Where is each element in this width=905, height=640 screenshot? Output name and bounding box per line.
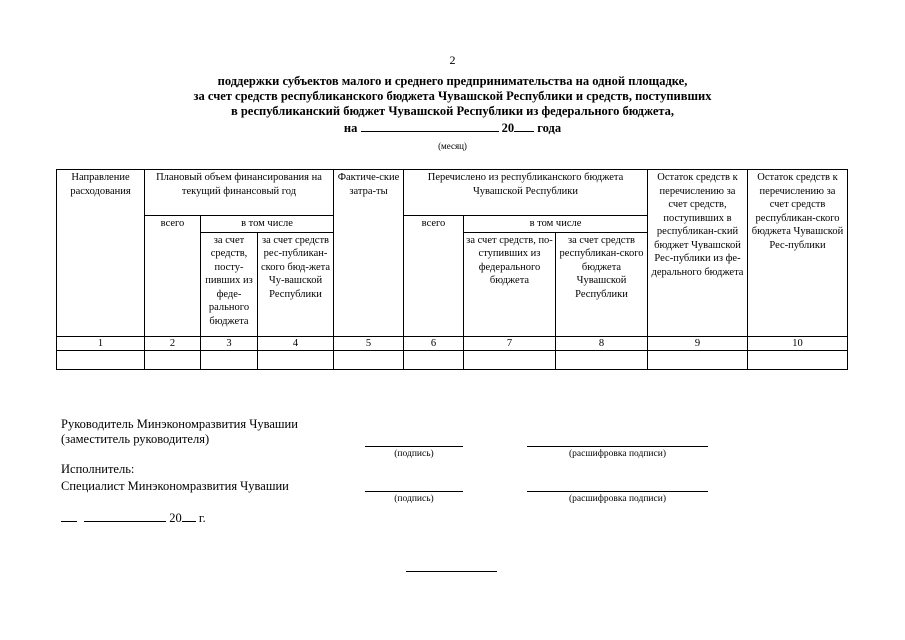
table-cell[interactable] (57, 350, 145, 369)
finance-table (56, 169, 848, 370)
signature-caption: (подпись) (394, 494, 434, 504)
month-blank (361, 120, 499, 132)
header-remainder-republic: Остаток средств к перечислению за счет средств республикан-ского бюджета Чувашской Рес-публики (748, 170, 848, 337)
decode-caption: (расшифровка подписи) (569, 494, 666, 504)
executor-label: Исполнитель: (61, 462, 135, 476)
table-cell[interactable] (258, 350, 334, 369)
decode-line (527, 491, 708, 492)
heading-line-4 (0, 120, 905, 136)
month-blank (84, 510, 166, 522)
header-republic-planned: за счет средств рес-публикан-ского бюд-жета Чу-вашской Республики (258, 232, 334, 336)
heading-year-prefix: 20 (501, 121, 515, 135)
header-total-planned: всего (145, 216, 201, 337)
head-deputy: (заместитель руководителя) (61, 432, 210, 446)
header-federal-planned: за счет средств, посту-пивших из феде-рального бюджета (201, 232, 258, 336)
column-number: 1 (57, 336, 145, 350)
column-number: 7 (464, 336, 556, 350)
column-number: 5 (334, 336, 404, 350)
day-blank (61, 510, 77, 522)
header-planned: Плановый объем финансирования на текущий финансовый год (145, 170, 334, 216)
decode-caption: (расшифровка подписи) (569, 449, 666, 459)
header-actual: Фактиче-ские затра-ты (334, 170, 404, 337)
column-number: 3 (201, 336, 258, 350)
table-cell[interactable] (556, 350, 648, 369)
signature-line (365, 491, 463, 492)
signature-caption: (подпись) (394, 449, 434, 459)
year-blank (514, 120, 534, 132)
table-cell[interactable] (648, 350, 748, 369)
executor-title: Специалист Минэкономразвития Чувашии (61, 479, 289, 493)
header-federal-transferred: за счет средств, по-ступивших из федерального бюджета (464, 232, 556, 336)
header-transferred: Перечислено из республиканского бюджета Чувашской Республики (404, 170, 648, 216)
heading-line-2: за счет средств республиканского бюджета Чувашской Республики и средств, поступивших (193, 89, 712, 103)
header-total-transferred: всего (404, 216, 464, 337)
date-year-prefix: 20 (169, 511, 182, 525)
heading-on-word: на (343, 121, 358, 135)
table-cell[interactable] (334, 350, 404, 369)
head-title: Руководитель Минэкономразвития Чувашии (61, 417, 298, 431)
heading-line-1: поддержки субъектов малого и среднего предпринимательства на одной площадке, (217, 74, 688, 88)
page-number: 2 (449, 53, 456, 67)
table-cell[interactable] (201, 350, 258, 369)
column-number: 6 (404, 336, 464, 350)
header-including-transferred: в том числе (464, 216, 648, 233)
month-caption: (месяц) (438, 141, 467, 151)
column-number: 10 (748, 336, 848, 350)
table-cell[interactable] (404, 350, 464, 369)
footer-divider (406, 571, 497, 572)
year-blank (182, 510, 196, 522)
date-line (61, 510, 206, 526)
column-number: 2 (145, 336, 201, 350)
date-year-suffix: г. (198, 511, 206, 525)
column-number: 4 (258, 336, 334, 350)
decode-line (527, 446, 708, 447)
column-number: 9 (648, 336, 748, 350)
heading-line-3: в республиканский бюджет Чувашской Республики из федерального бюджета, (230, 104, 675, 118)
header-direction: Направление расходования (57, 170, 145, 337)
header-including-planned: в том числе (201, 216, 334, 233)
header-republic-transferred: за счет средств республикан-ского бюджета Чувашской Республики (556, 232, 648, 336)
table-cell[interactable] (145, 350, 201, 369)
column-number: 8 (556, 336, 648, 350)
column-number-row (57, 336, 848, 350)
heading-year-word: года (537, 121, 562, 135)
signature-line (365, 446, 463, 447)
table-cell[interactable] (464, 350, 556, 369)
table-row (57, 350, 848, 369)
table-cell[interactable] (748, 350, 848, 369)
header-remainder-federal: Остаток средств к перечислению за счет средств, поступивших в республикан-ский бюджет Чувашской Рес-публики из фе-дерального бюджета (648, 170, 748, 337)
